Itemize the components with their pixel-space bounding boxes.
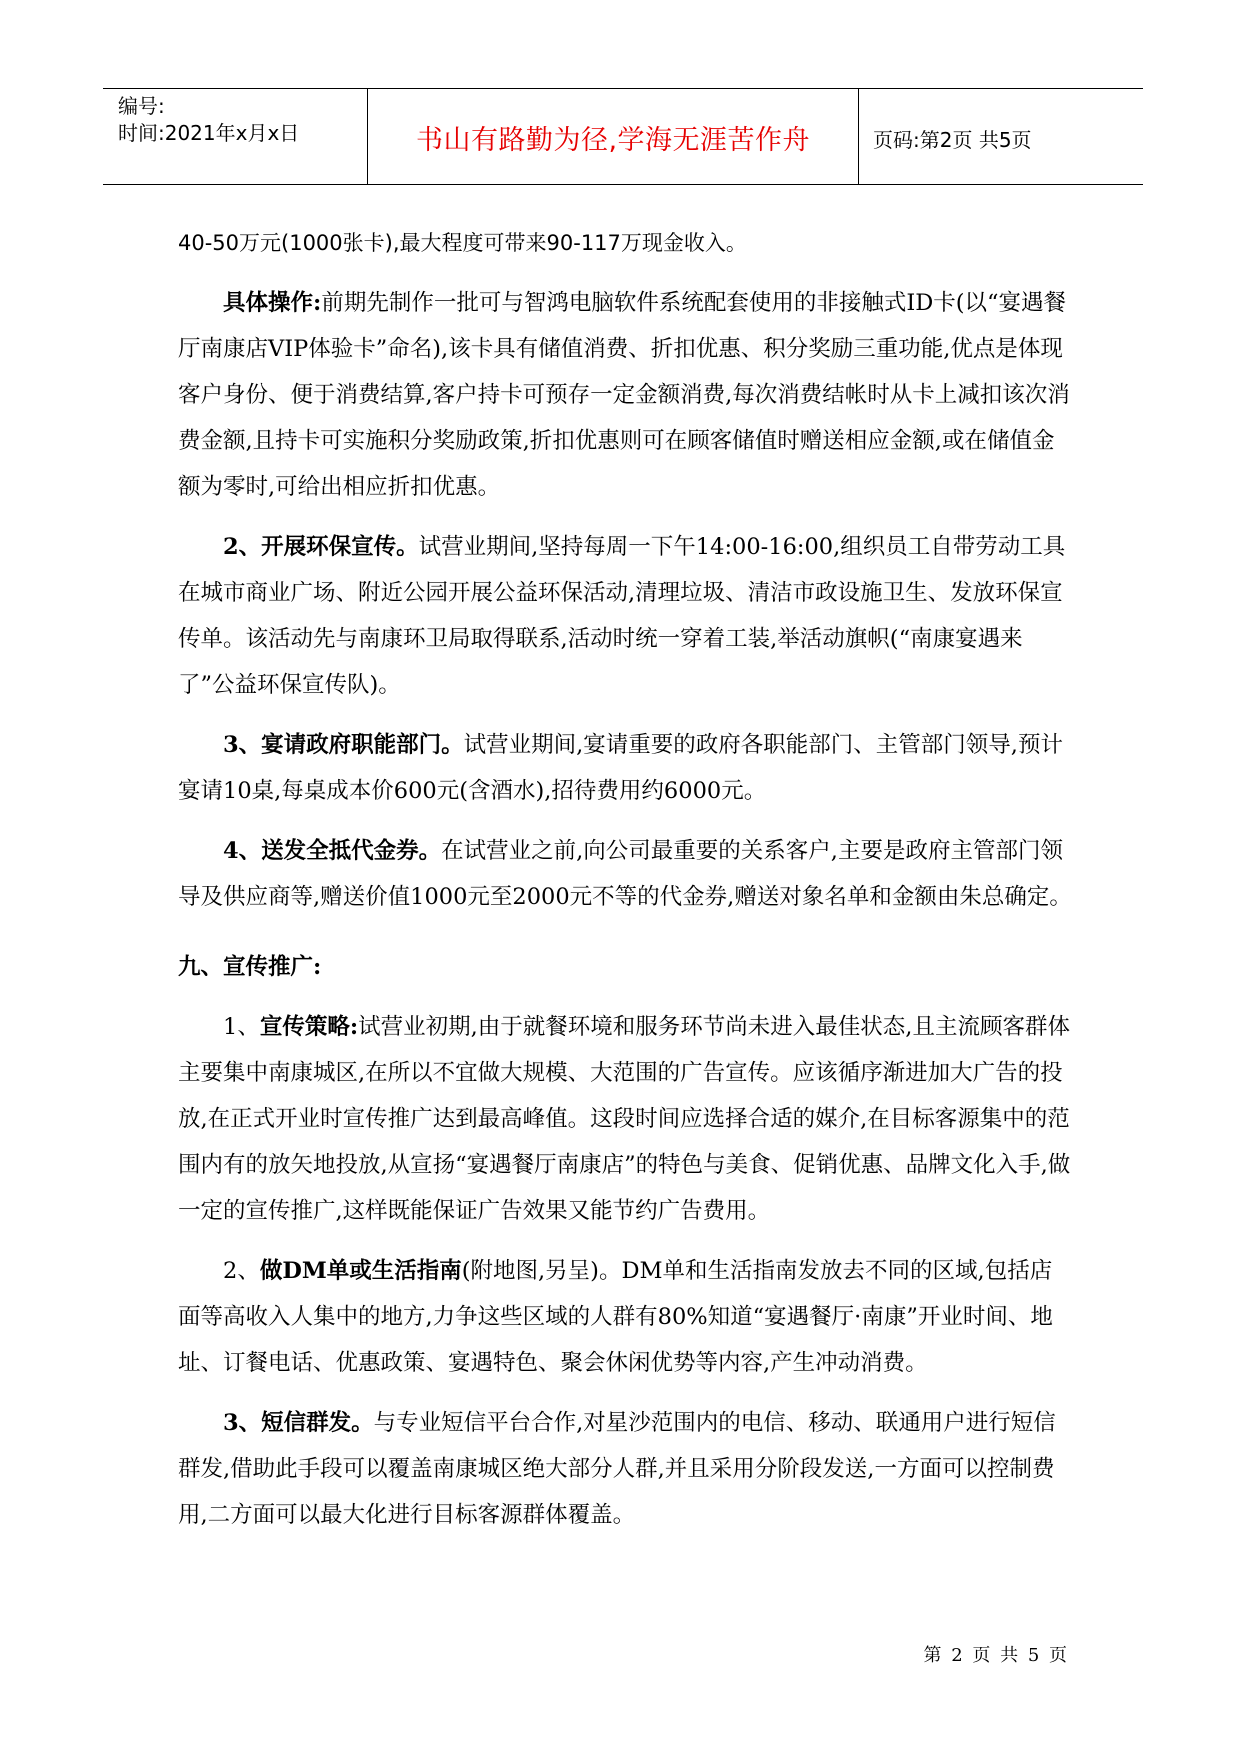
paragraph-dm-flyers: 2、做DM单或生活指南(附地图,另呈)。DM单和生活指南发放去不同的区域,包括店面等高收入人集中的地方,力争这些区域的人群有80%知道“宴遇餐厅·南康”开业时间、地址、订餐电话、优惠政策、宴遇特色、聚会休闲优势等内容,产生冲动消费。 xyxy=(178,1258,1053,1376)
serial-number-label: 编号: xyxy=(118,94,165,118)
page-code: 页码:第2页 共5页 xyxy=(873,128,1032,152)
paragraph-heading: 具体操作: xyxy=(223,290,322,316)
paragraph-income: 40-50万元(1000张卡),最大程度可带来90-117万现金收入。 xyxy=(178,231,747,255)
document-body xyxy=(178,220,1073,1538)
paragraph-promo-strategy: 1、宣传策略:试营业初期,由于就餐环境和服务环节尚未进入最佳状态,且主流顾客群体主要集中南康城区,在所以不宜做大规模、大范围的广告宣传。应该循序渐进加大广告的投放,在正式开业时宣传推广达到最高峰值。这段时间应选择合适的媒介,在目标客源集中的范围内有的放矢地投放,从宣扬“宴遇餐厅南康店”的特色与美食、促销优惠、品牌文化入手,做一定的宣传推广,这样既能保证广告效果又能节约广告费用。 xyxy=(178,1014,1071,1224)
paragraph-vouchers: 4、送发全抵代金券。在试营业之前,向公司最重要的关系客户,主要是政府主管部门领导及供应商等,赠送价值1000元至2000元不等的代金券,赠送对象名单和金额由朱总确定。 xyxy=(178,838,1072,910)
page-footer: 第 2 页 共 5 页 xyxy=(923,1645,1069,1666)
header-meta-cell xyxy=(103,89,368,184)
paragraph-heading: 宣传策略: xyxy=(259,1014,359,1040)
paragraph-heading: 2、开展环保宣传。 xyxy=(223,534,419,560)
paragraph-heading: 4、送发全抵代金券。 xyxy=(223,838,442,864)
paragraph-sms: 3、短信群发。与专业短信平台合作,对星沙范围内的电信、移动、联通用户进行短信群发,借助此手段可以覆盖南康城区绝大部分人群,并且采用分阶段发送,一方面可以控制费用,二方面可以最大化进行目标客源群体覆盖。 xyxy=(178,1410,1056,1528)
date-label: 时间:2021年x月x日 xyxy=(118,121,300,145)
header-table xyxy=(103,88,1143,185)
paragraph-heading: 做DM单或生活指南 xyxy=(259,1258,462,1284)
section-heading-promotion: 九、宣传推广: xyxy=(178,954,322,980)
paragraph-government-banquet: 3、宴请政府职能部门。试营业期间,宴请重要的政府各职能部门、主管部门领导,预计宴请10桌,每桌成本价600元(含酒水),招待费用约6000元。 xyxy=(178,732,1063,804)
header-motto-cell xyxy=(368,89,859,184)
paragraph-card-operation: 具体操作:前期先制作一批可与智鸿电脑软件系统配套使用的非接触式ID卡(以“宴遇餐厅南康店VIP体验卡”命名),该卡具有储值消费、折扣优惠、积分奖励三重功能,优点是体现客户身份、便于消费结算,客户持卡可预存一定金额消费,每次消费结帐时从卡上减扣该次消费金额,且持卡可实施积分奖励政策,折扣优惠则可在顾客储值时赠送相应金额,或在储值金额为零时,可给出相应折扣优惠。 xyxy=(178,290,1070,500)
paragraph-heading: 3、宴请政府职能部门。 xyxy=(223,732,464,758)
header-page-cell xyxy=(859,89,1143,184)
paragraph-heading: 3、短信群发。 xyxy=(223,1410,374,1436)
header-motto: 书山有路勤为径,学海无涯苦作舟 xyxy=(415,125,811,156)
paragraph-eco-campaign: 2、开展环保宣传。试营业期间,坚持每周一下午14:00-16:00,组织员工自带劳动工具在城市商业广场、附近公园开展公益环保活动,清理垃圾、清洁市政设施卫生、发放环保宣传单。该活动先与南康环卫局取得联系,活动时统一穿着工装,举活动旗帜(“南康宴遇来了”公益环保宣传队)。 xyxy=(178,534,1066,698)
